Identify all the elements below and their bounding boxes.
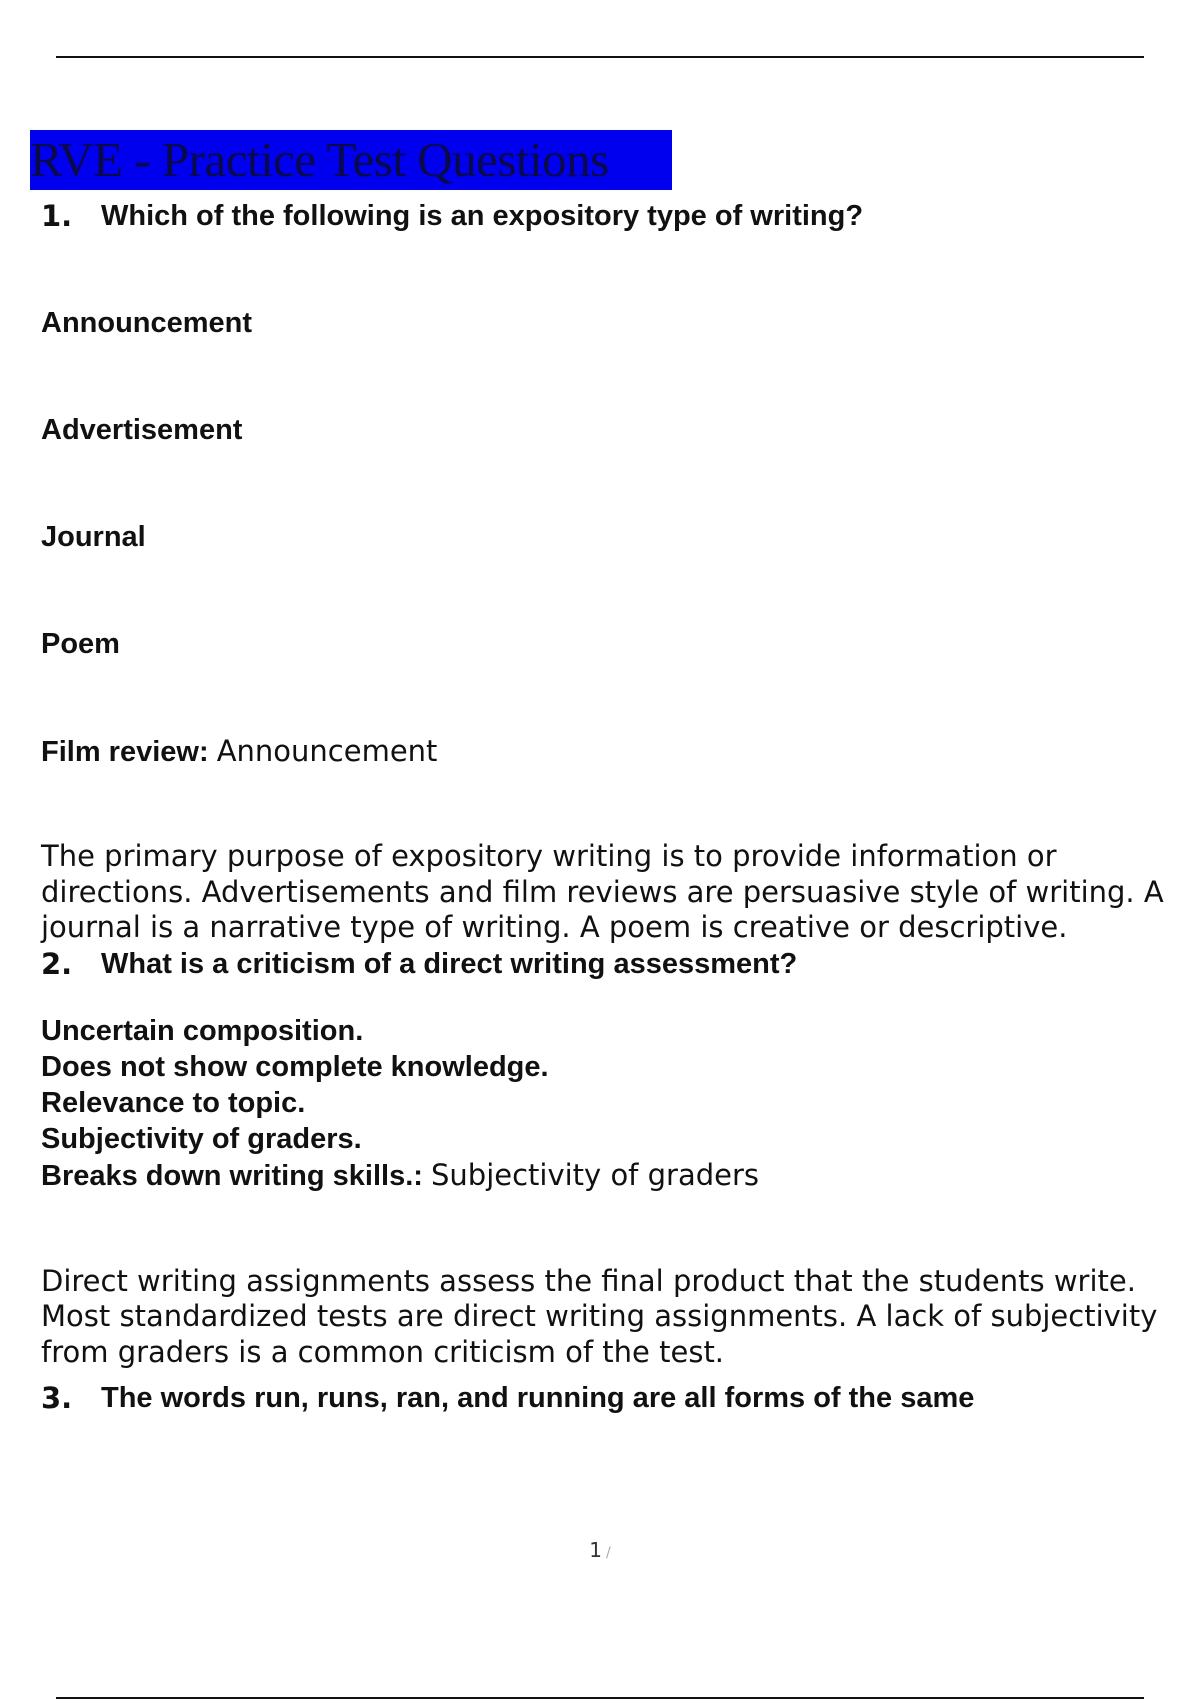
page-footer bbox=[0, 1538, 1200, 1562]
question-2-explanation: Direct writing assignments assess the final product that the students write. Most standardized tests are direct writing assignments. A lack of subjectivity from graders is a common criticism of the test. bbox=[41, 1263, 1158, 1369]
page-separator: / bbox=[606, 1545, 611, 1561]
question-2-answer bbox=[41, 1157, 1171, 1194]
question-1-heading bbox=[41, 196, 1171, 236]
answer-option: Film review: bbox=[41, 736, 209, 768]
question-2-heading bbox=[41, 944, 1171, 984]
answer-option: Poem bbox=[41, 628, 120, 660]
answer-option: Subjectivity of graders. bbox=[41, 1122, 362, 1155]
question-3-heading bbox=[41, 1378, 1171, 1418]
answer-option: Relevance to topic. bbox=[41, 1086, 306, 1119]
bottom-rule bbox=[56, 1697, 1144, 1699]
question-1-explanation: The primary purpose of expository writing is to provide information or directions. Advertisements and film reviews are persuasive style of writing. A journal is a narrative type of writing. A poem is creative or descriptive. bbox=[41, 839, 1164, 944]
question-1-answer bbox=[41, 731, 1171, 772]
question-text: What is a criticism of a direct writing assessment? bbox=[101, 947, 798, 980]
question-number: 3. bbox=[41, 1381, 73, 1415]
document-title: RVE - Practice Test Questions bbox=[30, 132, 609, 187]
correct-answer: Announcement bbox=[216, 734, 438, 768]
document-body bbox=[41, 196, 1171, 1418]
answer-option: Uncertain composition. bbox=[41, 1014, 364, 1047]
page-number: 1 bbox=[589, 1538, 602, 1562]
answer-option: Announcement bbox=[41, 307, 253, 339]
top-rule bbox=[56, 56, 1144, 58]
question-number: 2. bbox=[41, 946, 73, 981]
answer-option: Does not show complete knowledge. bbox=[41, 1050, 549, 1083]
question-text: The words run, runs, ran, and running are all forms of the same bbox=[101, 1382, 975, 1414]
document-title-highlight bbox=[30, 130, 672, 190]
correct-answer: Subjectivity of graders bbox=[431, 1157, 759, 1192]
question-number: 1. bbox=[41, 199, 73, 233]
answer-option: Journal bbox=[41, 521, 146, 553]
question-text: Which of the following is an expository type of writing? bbox=[101, 200, 864, 232]
answer-option: Advertisement bbox=[41, 414, 243, 446]
answer-option: Breaks down writing skills.: bbox=[41, 1159, 423, 1192]
